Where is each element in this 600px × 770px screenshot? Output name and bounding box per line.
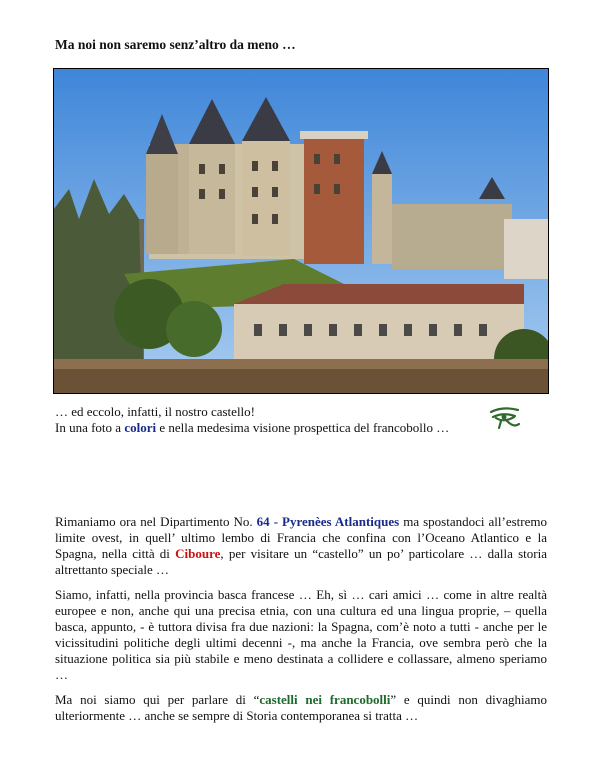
caption-colori: colori [124,420,157,435]
para1-text-b: ma spostandoci all’estremo limite ovest, in quell’ ultimo lembo di Francia che confina con l’Oceano Atlantico e la Spagna, nella città di [55,514,547,561]
paragraph-2: Siamo, infatti, nella provincia basca francese … Eh, sì … cari amici … come in altre realtà europee e non, anche qui una precisa etnia, con una cultura ed una lingua proprie, – quella basca, appunto, - è tuttora divisa fra due nazioni: la Spagna, com’è noto a tutti - anche per le vicissitudini politiche degli ultimi decenni -, ma anche la Francia, ove sembra però che la situazione politica sia più stabile e meno destinata a collidere e collassare, almeno speriamo … [55,587,547,682]
para1-text-c: , per visitare un “castello” un po’ particolare … dalla storia altrettanto speciale … [55,546,547,577]
castle-photo [53,68,549,394]
para1-text-a: Rimaniamo ora nel Dipartimento No. [55,514,257,529]
paragraph-1 [55,514,547,578]
topic-name: castelli nei francobolli [259,692,391,707]
city-name: Ciboure [175,546,221,561]
department-name: 64 - Pyrenèes Atlantiques [256,514,400,529]
caption-line-1: … ed eccolo, infatti, il nostro castello! [55,404,255,419]
photo-caption [55,404,525,436]
para3-text-b: ” e quindi non divaghiamo ulteriormente … anche se sempre di Storia contemporanea si tratta … [55,692,547,723]
paragraph-3 [55,692,547,724]
eye-of-horus-icon [488,404,522,430]
caption-text: In una foto a [55,420,125,435]
page-heading: Ma noi non saremo senz’altro da meno … [55,37,296,52]
caption-line-2 [55,420,525,436]
caption-text-end: e nella medesima visione prospettica del francobollo … [156,420,450,435]
para3-text-a: Ma noi siamo qui per parlare di “ [55,692,260,707]
